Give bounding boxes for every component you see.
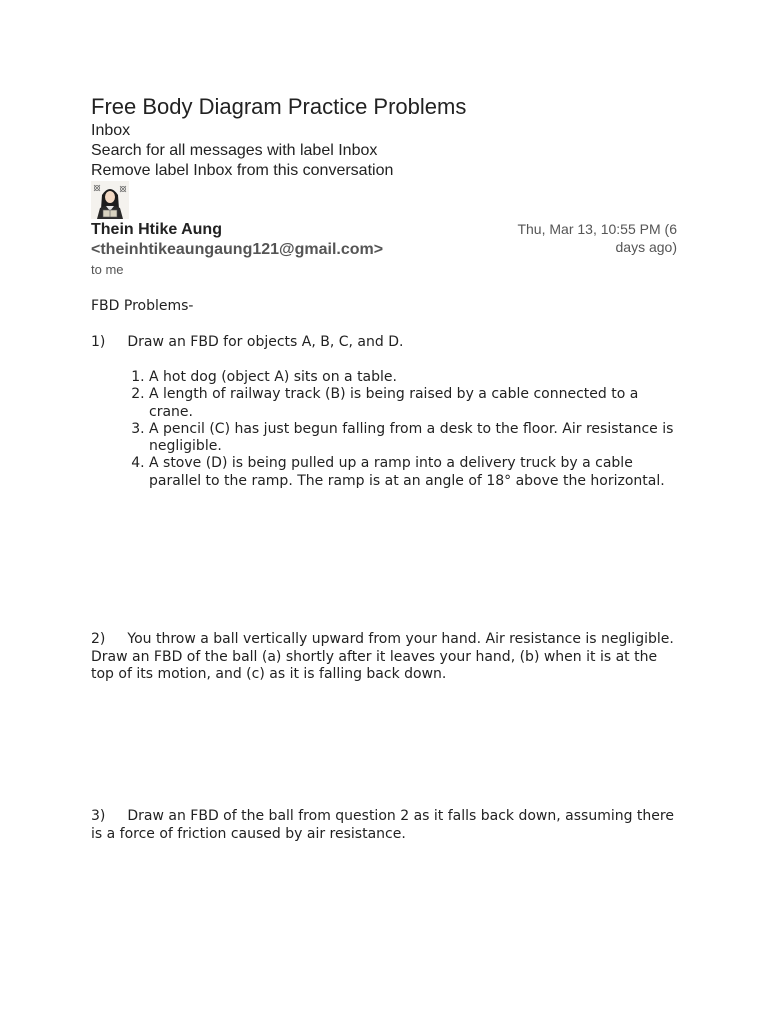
list-item: 2. A length of railway track (B) is being raised by a cable connected to a crane. [149, 386, 681, 421]
email-subject: Free Body Diagram Practice Problems [91, 94, 467, 119]
sender-name: Thein Htike Aung [91, 221, 222, 238]
search-label-link[interactable]: Search for all messages with label Inbox [91, 142, 378, 159]
question-3 [91, 808, 681, 843]
question-3-text: Draw an FBD of the ball from question 2 as it falls back down, assuming there is a force of friction caused by air resistance. [91, 808, 674, 842]
user-avatar-icon [91, 181, 129, 219]
question-1-number: 1) [91, 334, 106, 350]
list-item: 3. A pencil (C) has just begun falling from a desk to the floor. Air resistance is negligible. [149, 421, 681, 456]
sender-email: <theinhtikeaungaung121@gmail.com> [91, 241, 384, 258]
question-1 [91, 334, 681, 352]
question-1-text: Draw an FBD for objects A, B, C, and D. [127, 334, 404, 350]
body-heading: FBD Problems- [91, 298, 194, 314]
question-3-number: 3) [91, 808, 106, 824]
recipient-line: to me [91, 262, 124, 277]
question-2-text: You throw a ball vertically upward from your hand. Air resistance is negligible. Draw an FBD of the ball (a) shortly after it leaves your hand, (b) when it is at the top of its motion, and (c) as it is falling back down. [91, 631, 674, 682]
list-item: 4. A stove (D) is being pulled up a ramp into a delivery truck by a cable parallel to the ramp. The ramp is at an angle of 18° above the horizontal. [149, 455, 681, 490]
question-2 [91, 631, 681, 684]
question-1-subitems [91, 369, 681, 490]
remove-label-link[interactable]: Remove label Inbox from this conversation [91, 162, 394, 179]
sender [91, 220, 471, 260]
label-inbox: Inbox [91, 122, 131, 139]
message-date: Thu, Mar 13, 10:55 PM (6 days ago) [517, 221, 677, 255]
question-2-number: 2) [91, 631, 106, 647]
list-item: 1. A hot dog (object A) sits on a table. [149, 369, 681, 386]
